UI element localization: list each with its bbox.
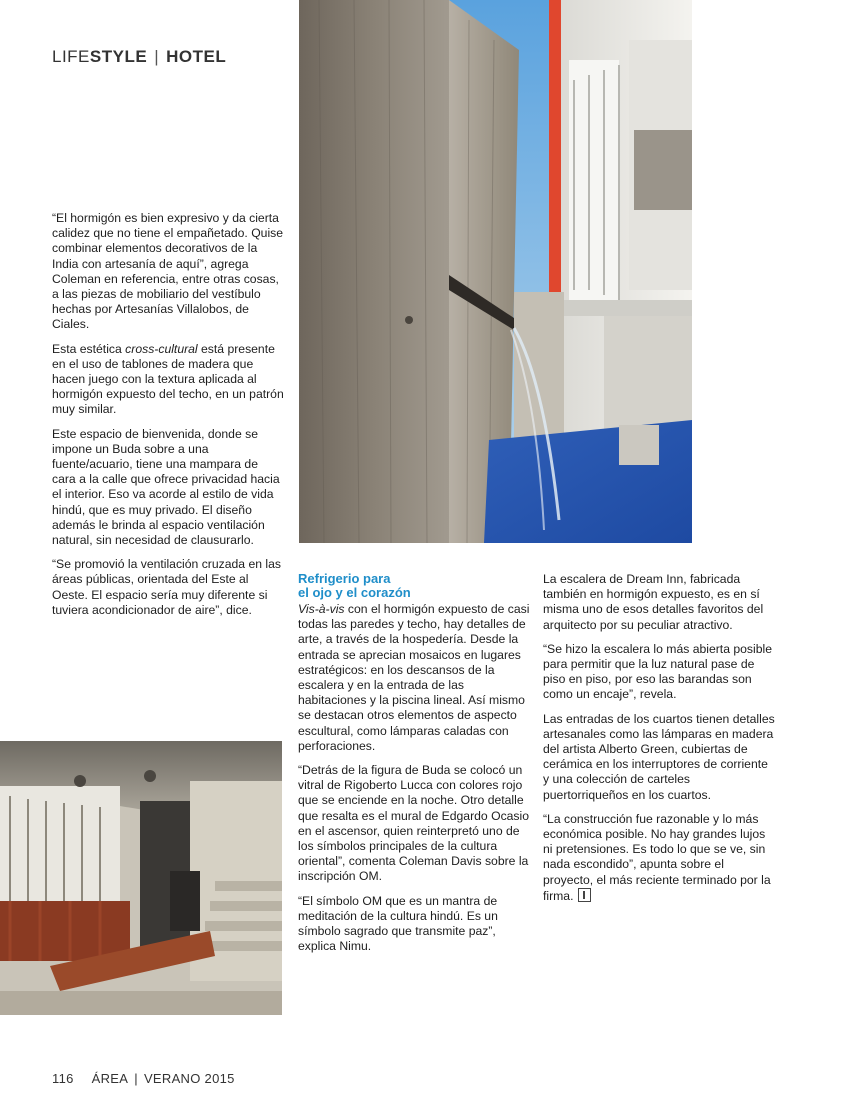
col3-paragraph-1: La escalera de Dream Inn, fabricada también en hormigón expuesto, es en sí misma uno de esos detalles favoritos del arquitecto por su peculiar atractivo.: [543, 572, 764, 632]
col1-p2-pre: Esta estética: [52, 341, 126, 356]
section-category: HOTEL: [166, 47, 227, 66]
section-label-bold: STYLE: [89, 47, 148, 66]
header-separator: |: [154, 47, 160, 66]
col1-paragraph-3: Este espacio de bienvenida, donde se impone un Buda sobre a una fuente/acuario, tiene una mampara de cara a la calle que ofrece privacidad hacia el interior. Eso va acorde al estilo de vida hindú, que es muy privado. El diseño además le brinda al espacio ventilación natural, sin necesidad de clausurarlo.: [52, 426, 280, 548]
col1-p2-emphasis: cross-cultural: [125, 341, 198, 356]
text-column-1: [52, 211, 284, 627]
text-column-2: [298, 572, 530, 963]
page-number: 116: [52, 1071, 74, 1086]
page-footer: [52, 1071, 235, 1086]
col2-p1-post: con el hormigón expuesto de casi todas las paredes y techo, hay detalles de arte, a través de la hospedería. Desde la entrada se aprecian mosaicos en lugares estratégicos: en los descansos de la escalera y en la entrada de las habitaciones y la piscina lineal. Así mismo se destacan otros elementos de aspecto escultural, como lámparas caladas con perforaciones.: [298, 602, 530, 753]
col2-paragraph-3: “El símbolo OM que es un mantra de meditación de la cultura hindú. Es un símbolo sagrado que transmite paz”, explica Nimu.: [298, 893, 498, 954]
section-label-light: LIFE: [52, 47, 90, 66]
col3-paragraph-3: Las entradas de los cuartos tienen detalles artesanales como las lámparas en madera del artista Alberto Green, cubiertas de cerámica en los interruptores de corriente y una colección de carteles puertorriqueños en los cuartos.: [543, 711, 775, 802]
col3-paragraph-4: [543, 812, 775, 904]
section-header: [52, 47, 226, 67]
subhead-line-1: Refrigerio para: [298, 571, 391, 586]
col2-paragraph-1: [298, 602, 530, 754]
col2-p1-emphasis: Vis-à-vis: [298, 602, 345, 616]
lobby-stairs-photo: [0, 741, 282, 1015]
footer-separator: |: [134, 1071, 138, 1086]
magazine-name: ÁREA: [91, 1071, 129, 1086]
pool-wall-photo: [299, 0, 692, 543]
end-mark-icon: [578, 888, 591, 902]
col1-paragraph-4: “Se promovió la ventilación cruzada en las áreas públicas, orientada del Este al Oeste. El espacio sería muy diferente si tuviera acondicionador de aire”, dice.: [52, 557, 281, 617]
col1-paragraph-1: “El hormigón es bien expresivo y da cierta calidez que no tiene el empañetado. Quise combinar elementos decorativos de la India con artesanía de aquí”, agrega Coleman en referencia, entre otras cosas, a las piezas de mobiliario del vestíbulo hechas por Artesanías Villalobos, de Ciales.: [52, 211, 284, 332]
col2-paragraph-2: “Detrás de la figura de Buda se colocó un vitral de Rigoberto Lucca con colores rojo que se enciende en la noche. Otro detalle que resalta es el mural de Edgardo Ocasio en el ascensor, quien reinterpretó uno de los símbolos principales de la cultura oriental”, comenta Coleman Davis sobre la inscripción OM.: [298, 763, 530, 884]
subhead: [298, 572, 530, 600]
text-column-3: [543, 572, 775, 913]
subhead-line-2: el ojo y el corazón: [298, 585, 411, 600]
col3-p4-text: “La construcción fue razonable y lo más económica posible. No hay grandes lujos ni pretensiones. Es todo lo que se ve, sin nada escondido”, apunta sobre el proyecto, el más reciente terminado por la firma.: [543, 811, 771, 903]
col3-paragraph-2: “Se hizo la escalera lo más abierta posible para permitir que la luz natural pase de piso en piso, por eso las barandas son como un encaje”, revela.: [543, 641, 772, 702]
col1-p2-post: está presente en el uso de tablones de madera que hacen juego con la textura aplicada al hormigón expuesto del techo, en un patrón muy similar.: [52, 341, 284, 417]
issue-name: VERANO 2015: [143, 1071, 235, 1086]
col1-paragraph-2: [52, 342, 284, 418]
